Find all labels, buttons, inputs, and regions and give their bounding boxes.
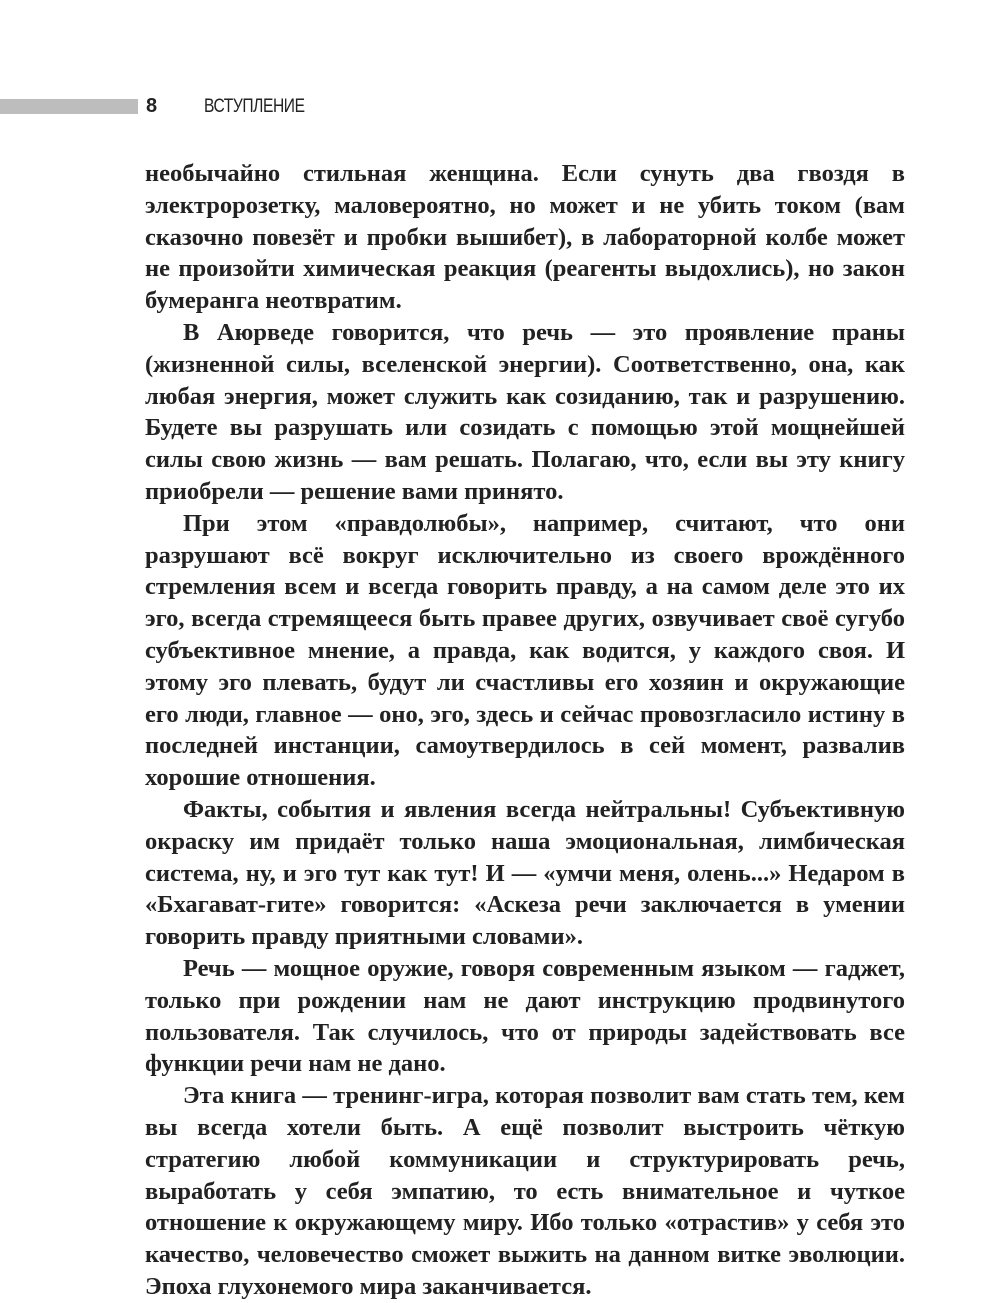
paragraph: Эта книга — тренинг-игра, которая позволит вам стать тем, кем вы всегда хотели быть. А ещё позволит выстроить чёткую стратегию любой коммуникации и структурировать речь, выработать у себя эмпатию, то есть внимательное и чуткое отношение к окружающему миру. Ибо только «отрастив» у себя это качество, человечество сможет выжить на данном витке эволюции. Эпоха глухонемого мира заканчивается. bbox=[145, 1082, 905, 1300]
paragraph: Речь — мощное оружие, говоря современным языком — гаджет, только при рождении нам не дают инструкцию продвинутого пользователя. Так случилось, что от природы задействовать все функции речи нам не дано. bbox=[145, 954, 905, 1078]
paragraph: Факты, события и явления всегда нейтральны! Субъективную окраску им придаёт только наша эмоциональная, лимбическая система, ну, и эго тут как тут! И — «умчи меня, олень...» Недаром в «Бхагават-гите» говорится: «Аскеза речи заключается в умении говорить правду приятными словами». bbox=[145, 795, 905, 951]
running-head: ВСТУПЛЕНИЕ bbox=[204, 96, 305, 117]
page-number: 8 bbox=[146, 95, 158, 117]
header-decorative-bar bbox=[0, 99, 138, 114]
body-text bbox=[145, 158, 905, 1303]
paragraph: При этом «правдолюбы», например, считают, что они разрушают всё вокруг исключительно из своего врождённого стремления всем и всегда говорить правду, а на самом деле это их эго, всегда стремящееся быть правее других, озвучивает своё сугубо субъективное мнение, а правда, как водится, у каждого своя. И этому эго плевать, будут ли счастливы его хозяин и окружающие его люди, главное — оно, эго, здесь и сейчас провозгласило истину в последней инстанции, самоутвердилось в сей момент, развалив хорошие отношения. bbox=[145, 509, 905, 792]
paragraph: В Аюрведе говорится, что речь — это проявление праны (жизненной силы, вселенской энергии). Соответственно, она, как любая энергия, может служить как созиданию, так и разрушению. Будете вы разрушать или созидать с помощью этой мощнейшей силы свою жизнь — вам решать. Полагаю, что, если вы эту книгу приобрели — решение вами принято. bbox=[145, 318, 905, 505]
paragraph: необычайно стильная женщина. Если сунуть два гвоздя в электророзетку, маловероятно, но может и не убить током (вам сказочно повезёт и пробки вышибет), в лабораторной колбе может не произойти химическая реакция (реагенты выдохлись), но закон бумеранга неотвратим. bbox=[145, 160, 905, 315]
